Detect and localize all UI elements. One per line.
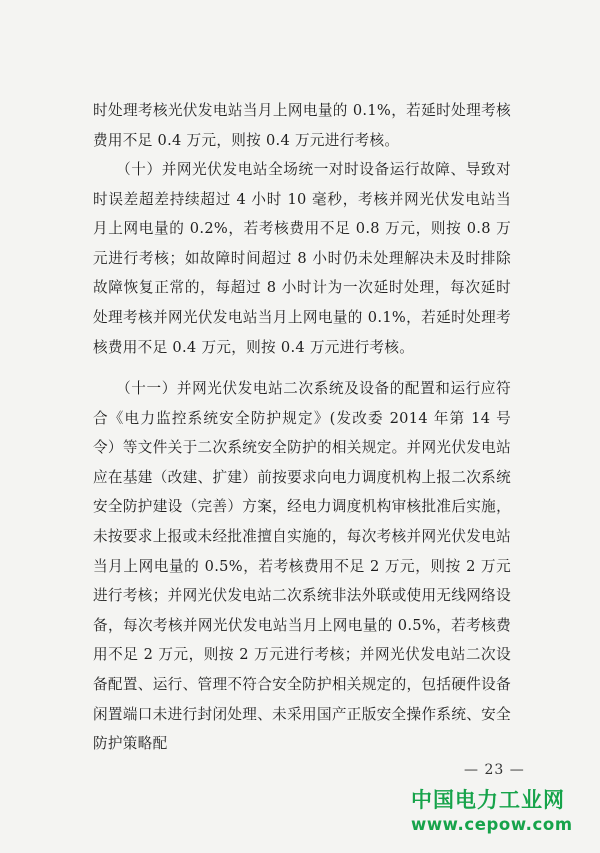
paragraph-continuation: 时处理考核光伏发电站当月上网电量的 0.1%，若延时处理考核费用不足 0.4 万元，则按 0.4 万元进行考核。	[93, 102, 511, 149]
paragraph-item-11: （十一）并网光伏发电站二次系统及设备的配置和运行应符合《电力监控系统安全防护规定》(发改委 2014 年第 14 号令）等文件关于二次系统安全防护的相关规定。并网光伏发电站应在基建（改建、扩建）前按要求向电力调度机构上报二次系统安全防护建设（完善）方案，经电力调度机构审核批准后实施，未按要求上报或未经批准擅自实施的，每次考核并网光伏发电站当月上网电量的 0.5%，若考核费用不足 2 万元，则按 2 万元进行考核；并网光伏发电站二次系统非法外联或使用无线网络设备，每次考核并网光伏发电站当月上网电量的 0.5%，若考核费用不足 2 万元，则按 2 万元进行考核；并网光伏发电站二次设备配置、运行、管理不符合安全防护相关规定的，包括硬件设备闲置端口未进行封闭处理、未采用国产正版安全操作系统、安全防护策略配	[93, 380, 511, 753]
paragraph-item-10: （十）并网光伏发电站全场统一对时设备运行故障、导致对时误差超差持续超过 4 小时 10 毫秒，考核并网光伏发电站当月上网电量的 0.2%，若考核费用不足 0.8 万元，则按 0.8 万元进行考核；如故障时间超过 8 小时仍未处理解决未及时排除故障恢复正常的，每超过 8 小时计为一次延时处理，每次延时处理考核并网光伏发电站当月上网电量的 0.1%，若延时处理考核费用不足 0.4 万元，则按 0.4 万元进行考核。	[93, 161, 511, 356]
watermark-url: www.cepow.com	[411, 815, 573, 834]
watermark-site-name: 中国电力工业网	[411, 788, 565, 812]
page-number: — 23 —	[464, 762, 525, 778]
